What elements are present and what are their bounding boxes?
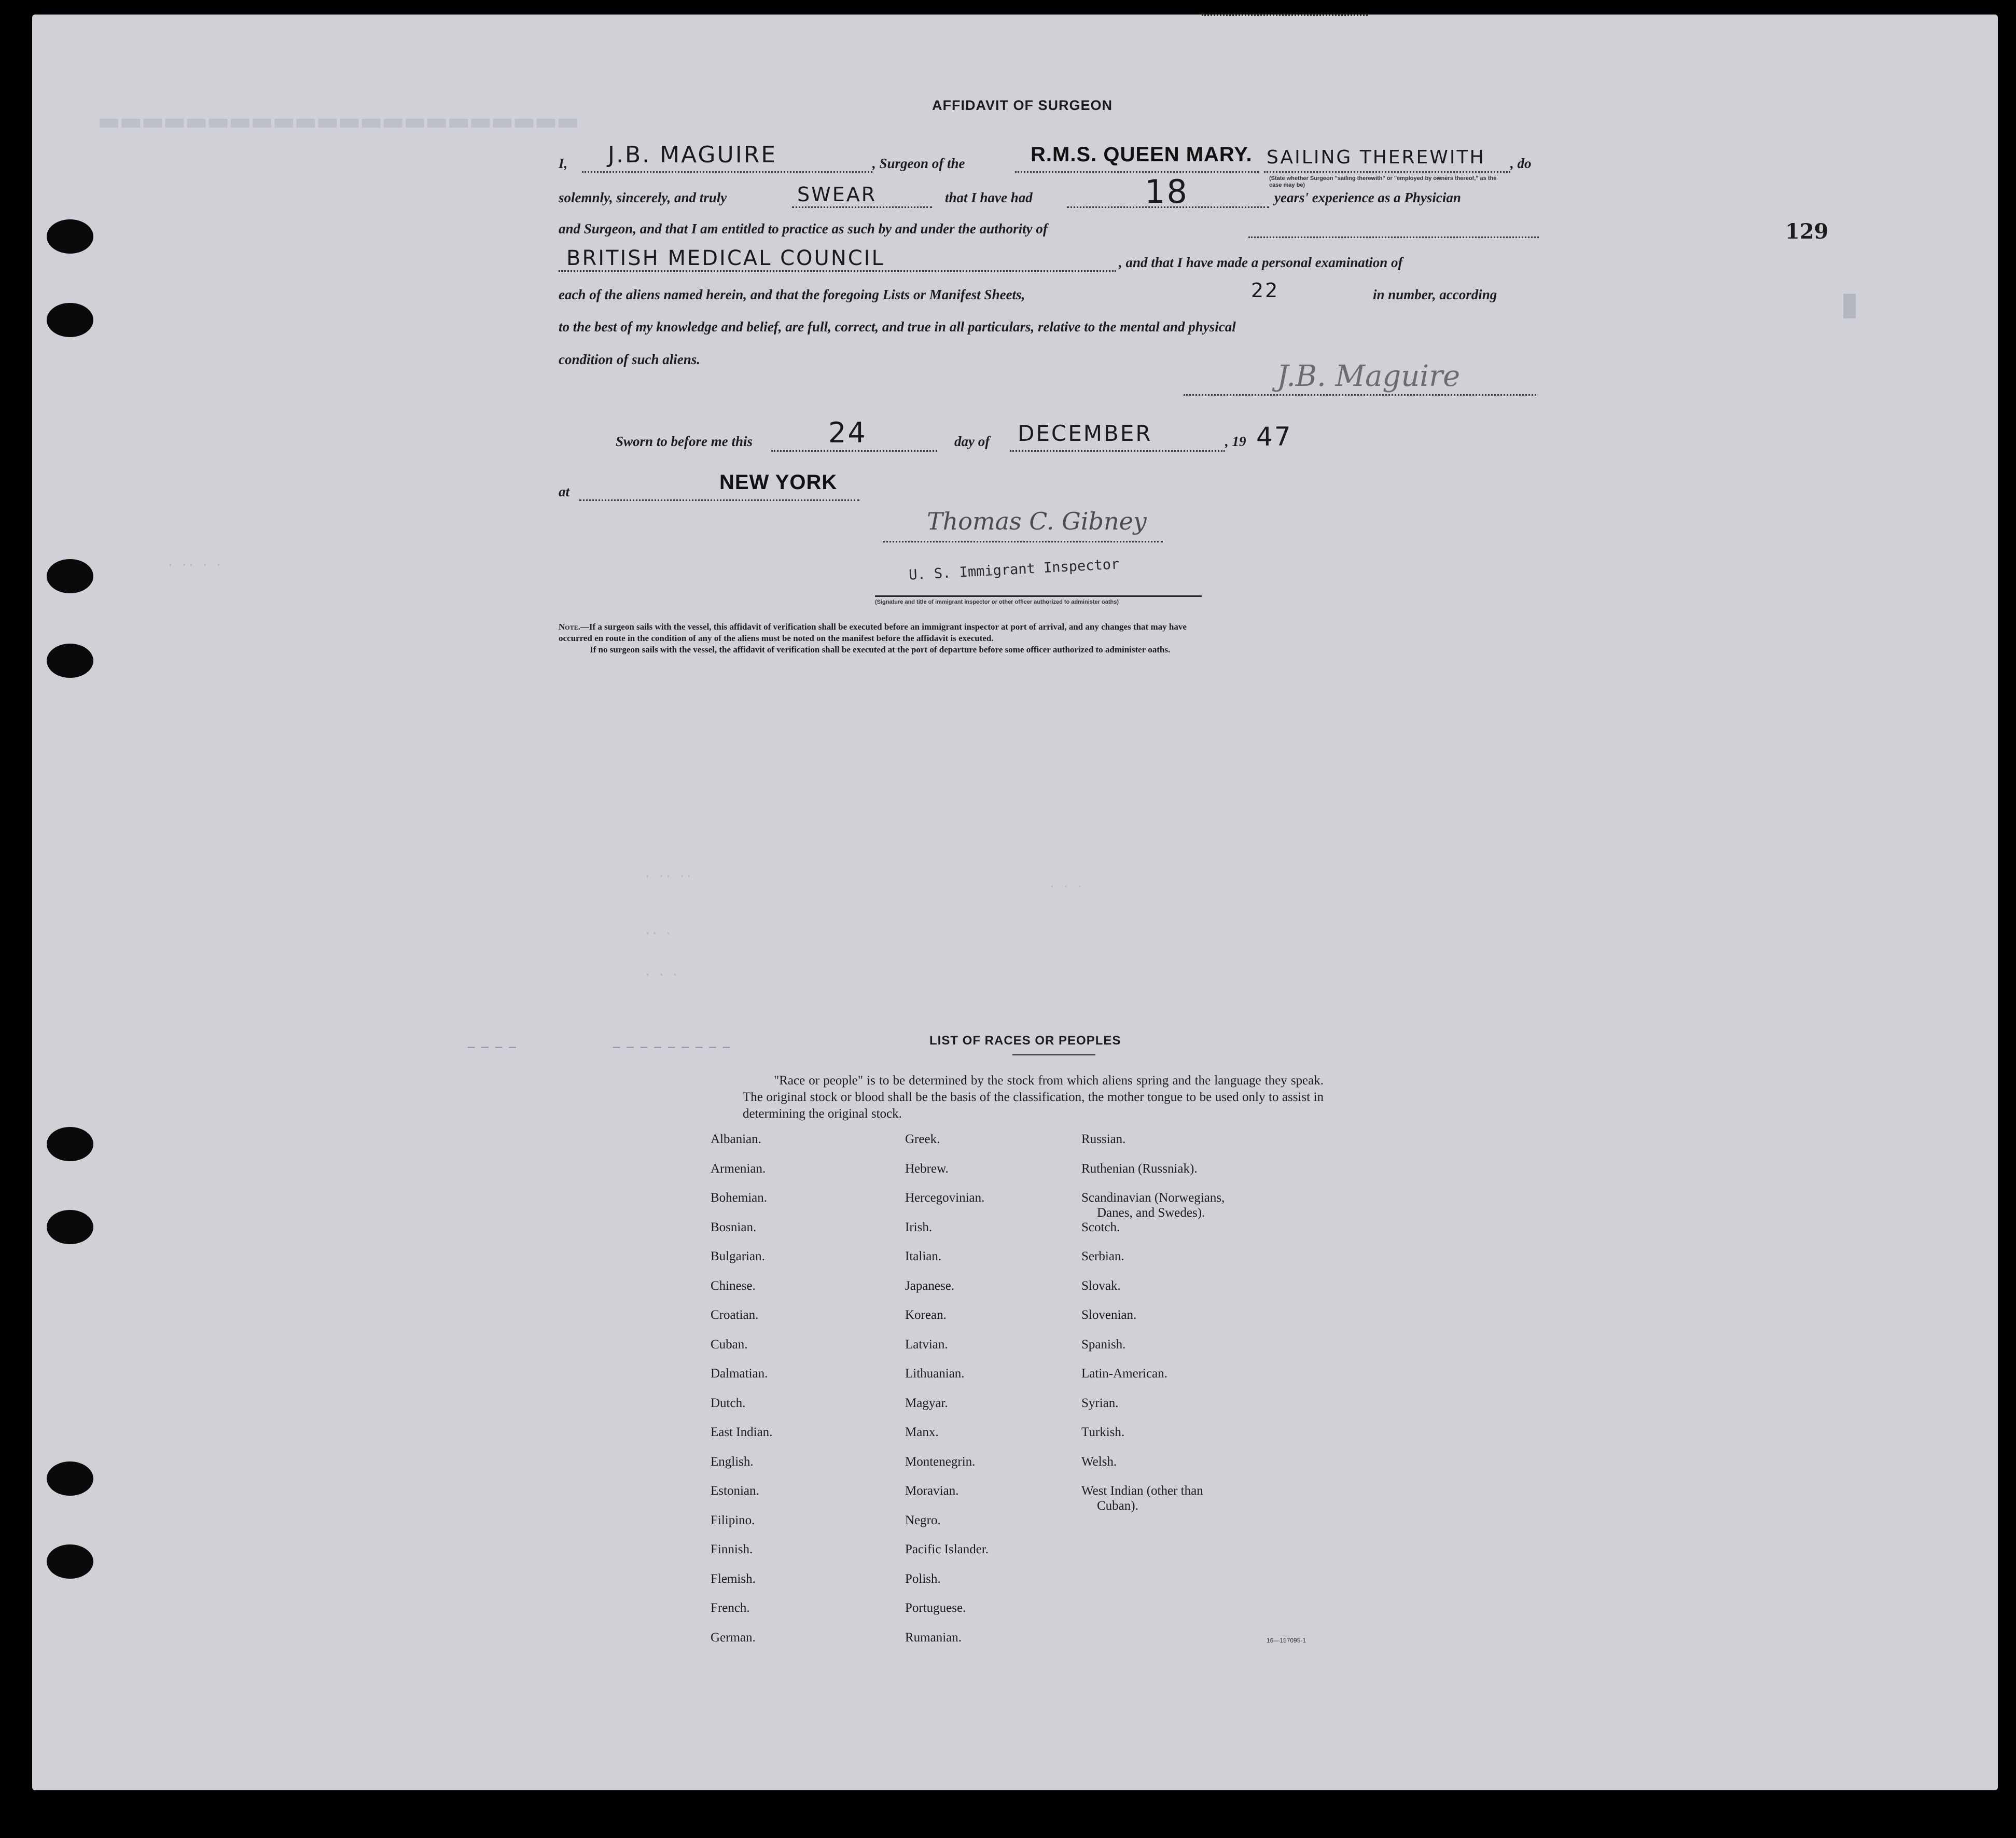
text-day-of: day of [954,434,990,449]
race-item: Spanish. [1081,1337,1126,1352]
note-text-2: If no surgeon sails with the vessel, the affidavit of verification shall be executed at the port of departure before some officer authorized to administer oaths. [590,645,1171,655]
place-line [579,499,859,501]
race-item: Polish. [905,1571,941,1586]
race-item: Bulgarian. [711,1249,765,1263]
text-sworn: Sworn to before me this [616,434,753,449]
punch-hole [47,559,93,593]
inspector-caption: (Signature and title of immigrant inspector or other officer authorized to administer oaths) [875,599,1119,605]
punch-hole [47,219,93,254]
vessel-line [1015,171,1259,173]
race-item: Japanese. [905,1278,955,1293]
race-item: Finnish. [711,1542,753,1556]
punch-hole [47,1210,93,1244]
race-item: Cuban). [1097,1499,1138,1513]
race-item: Dalmatian. [711,1367,768,1381]
authority-value: BRITISH MEDICAL COUNCIL [566,246,885,270]
race-item: Hebrew. [905,1161,949,1176]
race-item: Korean. [905,1308,947,1322]
punch-hole [47,1127,93,1161]
text-line7: condition of such aliens. [559,352,701,367]
vessel-name: R.M.S. QUEEN MARY. [1031,143,1253,166]
race-item: Bosnian. [711,1220,757,1234]
races-intro: "Race or people" is to be determined by the stock from which aliens spring and the language they speak. The original stock or blood shall be the basis of the classification, the mother tongue to be used only to assist in determining the original stock. [743,1074,1324,1121]
bleed-through-text: ·· · [644,927,672,940]
race-item: English. [711,1454,754,1469]
race-item: Lithuanian. [905,1367,965,1381]
authority-line-top [1248,236,1539,238]
race-item: Moravian. [905,1484,959,1498]
inspector-signature-line [883,541,1163,542]
race-item: Italian. [905,1249,942,1263]
sailing-caption: (State whether Surgeon "sailing therewith" or "employed by owners thereof," as the case may be) [1269,175,1497,188]
bleed-through-text: ▬▬▬▬▬▬▬▬▬▬▬▬▬▬▬▬▬▬▬▬▬▬ [100,103,580,139]
race-item: French. [711,1601,750,1615]
races-title-rule [1012,1054,1095,1055]
race-item: East Indian. [711,1425,773,1439]
punch-hole [47,303,93,337]
race-item: Pacific Islander. [905,1542,989,1556]
race-item: Montenegrin. [905,1454,976,1469]
race-item: Ruthenian (Russniak). [1081,1161,1198,1176]
race-item: Magyar. [905,1396,948,1410]
note-paragraph [559,621,1544,656]
race-item: Chinese. [711,1278,756,1293]
race-item: Albanian. [711,1132,761,1146]
note-label: Note. [559,622,580,632]
race-item: German. [711,1630,756,1645]
oath-word: SWEAR [797,183,877,206]
note-text-1b: occurred en route in the condition of any of the aliens must be noted on the manifest before the affidavit is executed. [559,633,994,643]
race-item: Portuguese. [905,1601,966,1615]
bleed-through-text: · · · [1049,881,1083,894]
affidavit-title: AFFIDAVIT OF SURGEON [932,98,1113,113]
year-value: 47 [1256,422,1292,452]
oath-line [792,206,932,208]
bleed-through-text: ▐▌ [1837,295,1862,318]
race-item: Flemish. [711,1571,756,1586]
month-line [1010,450,1225,452]
bleed-through-text: ─ ─ ─ ─ [468,1041,516,1054]
inspector-title-line [875,595,1202,597]
race-item: Cuban. [711,1337,748,1352]
race-item: Russian. [1081,1132,1126,1146]
text-years-experience: years' experience as a Physician [1274,190,1461,205]
text-i: I, [559,156,568,171]
text-line5b: in number, according [1373,287,1497,302]
authority-line [559,270,1116,272]
text-have-had: that I have had [945,190,1033,205]
years-value: 18 [1145,173,1189,211]
bleed-through-text: ─ ─ ─ ─ ─ ─ ─ ─ ─ [613,1041,730,1054]
punch-hole [47,1461,93,1496]
signature-line [1184,394,1536,396]
surgeon-signature: J.B. Maguire [1277,359,1461,393]
punch-hole [47,644,93,678]
race-item: Serbian. [1081,1249,1124,1263]
race-item: Turkish. [1081,1425,1125,1439]
form-number: 16—157095-1 [1267,1637,1306,1644]
sailing-line [1264,171,1510,173]
race-item: Latvian. [905,1337,948,1352]
text-do: , do [1510,156,1532,171]
race-item: Irish. [905,1220,933,1234]
race-item: Bohemian. [711,1191,768,1205]
month-value: DECEMBER [1018,421,1152,446]
race-item: Manx. [905,1425,939,1439]
day-value: 24 [828,416,867,449]
race-item: Scotch. [1081,1220,1120,1234]
race-item: Slovenian. [1081,1308,1137,1322]
place-stamp: NEW YORK [719,471,838,494]
document-sheet [32,15,1998,1790]
race-item: Armenian. [711,1161,766,1176]
text-line5a: each of the aliens named herein, and that the foregoing Lists or Manifest Sheets, [559,287,1025,302]
day-line [771,450,937,452]
race-item: Danes, and Swedes). [1097,1206,1205,1220]
name-line [582,171,872,173]
races-title: LIST OF RACES OR PEOPLES [929,1034,1121,1048]
race-item: Dutch. [711,1396,746,1410]
text-line6: to the best of my knowledge and belief, are full, correct, and true in all particulars, relative to the mental and physical [559,319,1236,335]
race-item: Negro. [905,1513,941,1527]
race-item: Scandinavian (Norwegians, [1081,1191,1225,1205]
text-solemnly: solemnly, sincerely, and truly [559,190,727,205]
bleed-through-text: · ·· · · [167,559,222,572]
year-prefix: , 19 [1225,434,1246,449]
text-at: at [559,484,570,499]
race-item: Latin-American. [1081,1367,1167,1381]
text-surgeon-of: , Surgeon of the [872,156,965,171]
race-item: Hercegovinian. [905,1191,985,1205]
race-item: Syrian. [1081,1396,1119,1410]
text-line3: and Surgeon, and that I am entitled to practice as such by and under the authority of [559,221,1048,236]
sheets-line [1202,15,1368,16]
race-item: Slovak. [1081,1278,1121,1293]
text-line4: , and that I have made a personal examination of [1119,255,1403,270]
punch-hole [47,1544,93,1579]
page-number: 129 [1785,219,1829,244]
inspector-signature: Thomas C. Gibney [927,507,1147,535]
bleed-through-text: · ·· ·· [644,870,692,883]
race-item: Estonian. [711,1484,759,1498]
race-item: West Indian (other than [1081,1484,1203,1498]
race-item: Greek. [905,1132,940,1146]
race-item: Filipino. [711,1513,755,1527]
bleed-through-text: · · · [644,969,679,982]
race-item: Welsh. [1081,1454,1117,1469]
surgeon-name: J.B. MAGUIRE [608,142,777,168]
sailing-status: SAILING THEREWITH [1267,147,1485,168]
inspector-title: U. S. Immigrant Inspector [908,556,1120,583]
note-text-1: —If a surgeon sails with the vessel, this affidavit of verification shall be executed before an immigrant inspector at port of arrival, and any changes that may have [580,622,1187,632]
sheets-value: 22 [1251,279,1280,302]
race-item: Croatian. [711,1308,759,1322]
race-item: Rumanian. [905,1630,962,1645]
